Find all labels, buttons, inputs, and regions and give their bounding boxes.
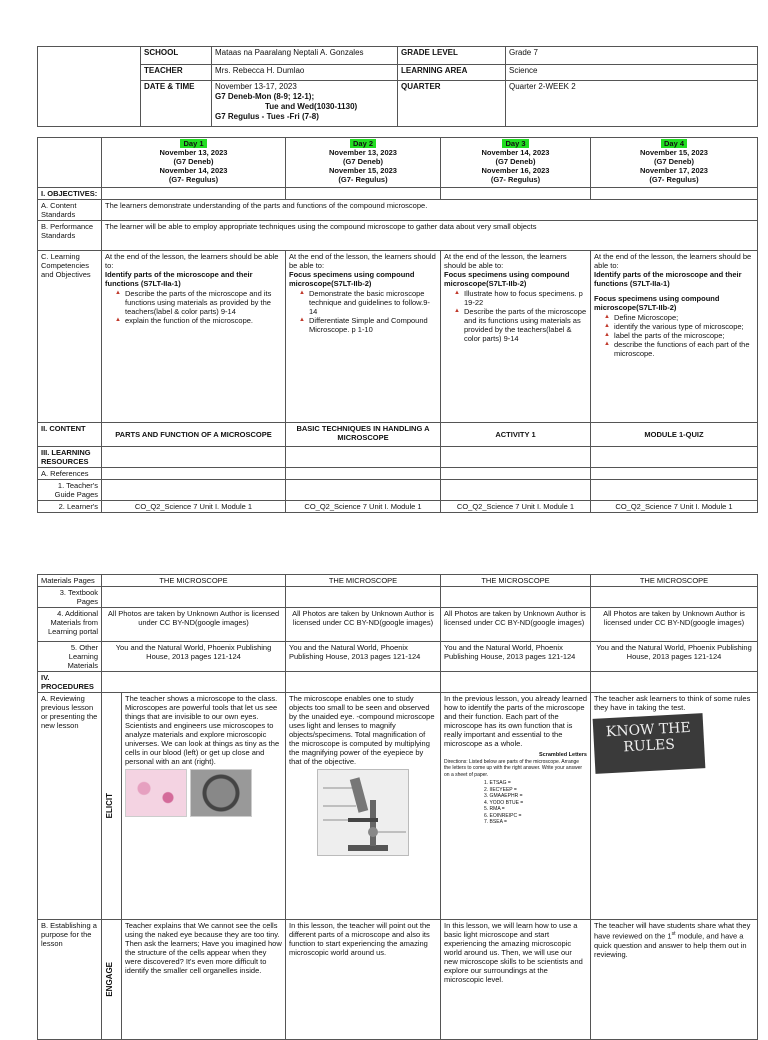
blank [591,587,758,608]
day3-date1: November 14, 2023 [481,148,550,157]
header-table [37,46,758,127]
learners-label: 2. Learner's [38,501,102,513]
blank [286,468,441,480]
blank [102,587,286,608]
teacher-value: Mrs. Rebecca H. Dumlao [212,65,398,81]
school-label: SCHOOL [141,47,212,65]
scrambled-item: 6. EOINREIPC = [484,812,522,819]
day3-header [441,138,591,188]
blank [102,188,286,200]
day1-sec1: (G7 Deneb) [173,157,214,166]
cell-images [125,769,282,817]
day3-sec2: (G7- Regulus) [490,175,541,184]
lc3-intro: At the end of the lesson, the learners should be able to: [444,252,567,270]
other-day3: You and the Natural World, Phoenix Publishing House, 2013 pages 121-124 [441,642,591,672]
lc1-objective: Identify parts of the microscope and their functions (S7LT-IIa-1) [105,270,253,288]
purpose-day1: Teacher explains that We cannot see the cells using the naked eye because they are too tiny. Then ask the learners; Have you imagined how the structure of the cells appear when they were discovered? It's even more difficult to identify the smaller cell organelles inside. [122,920,286,1040]
engage-cell [102,920,122,1040]
area-label: LEARNING AREA [398,65,506,81]
day4-date1: November 15, 2023 [640,148,708,157]
lc2-bullet: ▲ Differentiate Simple and Compound Microscope. p 1-10 [299,316,437,334]
purpose-day4 [591,920,758,1040]
lc4-bullet: ▲ describe the functions of each part of the microscope. [604,340,754,358]
day2-sec2: (G7- Regulus) [338,175,388,184]
teacher-label: TEACHER [141,65,212,81]
quarter-value: Quarter 2-WEEK 2 [506,81,758,127]
elicit-label: ELICIT [105,793,114,819]
reviewing-label: A. Reviewing previous lesson or presenting the new lesson [38,693,102,920]
content-standards-label: A. Content Standards [38,200,102,221]
materials-day4: THE MICROSCOPE [591,575,758,587]
other-day1: You and the Natural World, Phoenix Publishing House, 2013 pages 121-124 [102,642,286,672]
day1-sec2: (G7- Regulus) [168,175,219,184]
additional-day3: All Photos are taken by Unknown Author is licensed under CC BY-ND(google images) [441,608,591,642]
learners-day4: CO_Q2_Science 7 Unit I. Module 1 [591,501,758,513]
competencies-day2 [286,251,441,423]
scrambled-item: 7. BSEA = [484,819,507,825]
materials-day2: THE MICROSCOPE [286,575,441,587]
blank [286,480,441,501]
learners-day1: CO_Q2_Science 7 Unit I. Module 1 [102,501,286,513]
know-the-rules-image: KNOW THE RULES [593,713,706,774]
learners-day3: CO_Q2_Science 7 Unit I. Module 1 [441,501,591,513]
materials-day1: THE MICROSCOPE [102,575,286,587]
day3-sec1: (G7 Deneb) [495,157,536,166]
scrambled-item: 5. RMA = [484,806,505,812]
reviewing-day4 [591,693,758,920]
day2-sec1: (G7 Deneb) [342,157,383,166]
blank [441,672,591,693]
microscope-image [317,769,409,856]
date-label: DATE & TIME [141,81,212,127]
day4-header [591,138,758,188]
competencies-day3 [441,251,591,423]
reviewing-day2 [286,693,441,920]
other-materials-label: 5. Other Learning Materials [38,642,102,672]
performance-standards-label: B. Performance Standards [38,221,102,251]
reviewing-day4-text: The teacher ask learners to think of some rules they have in taking the test. [594,694,751,712]
blank [441,468,591,480]
performance-standards: The learner will be able to employ appropriate techniques using the compound microscope to gather data about very small objects [102,221,758,251]
day3-label: Day 3 [502,139,528,148]
school-value: Mataas na Paaralang Neptali A. Gonzales [212,47,398,65]
grade-label: GRADE LEVEL [398,47,506,65]
lc3-bullet: ▲ Describe the parts of the microscope and its functions using materials as provided by the teachers(label & color parts) 9-14 [454,307,587,343]
reviewing-day3-text: In the previous lesson, you already learned how to identify the parts of the microscope and their function. Each part of the microscope has its own function that is really important and essential to the microscope as a whole. [444,694,588,748]
content-day3: ACTIVITY 1 [441,423,591,447]
day2-header [286,138,441,188]
day4-label: Day 4 [661,139,687,148]
lc3-objective: Focus specimens using compound microscope(S7LT-IIb-2) [444,270,570,288]
blank [102,672,286,693]
competencies-day1 [102,251,286,423]
blank [102,480,286,501]
day1-label: Day 1 [180,139,206,148]
other-day4: You and the Natural World, Phoenix Publishing House, 2013 pages 121-124 [591,642,758,672]
lc2-objective: Focus specimens using compound microscope(S7LT-IIb-2) [289,270,415,288]
scrambled-item: 4. YODO BTUE = [484,799,524,806]
date-line-3: Tue and Wed(1030-1130) [265,102,358,111]
area-value: Science [506,65,758,81]
day2-label: Day 2 [350,139,376,148]
reviewing-day2-text: The microscope enables one to study objects too small to be seen and observed by the unaided eye. -compound microscope uses light and lenses to magnify objects/specimens. Total magnification of the microscope is computed by multiplying the magnifying power of the eyepiece by that of the objective. [289,694,435,766]
blank [102,468,286,480]
elicit-cell [102,693,122,920]
lc2-intro: At the end of the lesson, the learners should be able to: [289,252,436,270]
lc4-bullet: ▲ label the parts of the microscope; [604,331,754,340]
scrambled-title: Scrambled Letters [539,752,587,758]
lc1-intro: At the end of the lesson, the learners should be able to: [105,252,279,270]
competencies-day4 [591,251,758,423]
engage-label: ENGAGE [105,962,114,997]
blood-cells-image [125,769,187,817]
day1-header [102,138,286,188]
ant-image [190,769,252,817]
purpose-label: B. Establishing a purpose for the lesson [38,920,102,1040]
other-day2: You and the Natural World, Phoenix Publishing House, 2013 pages 121-124 [286,642,441,672]
content-standards: The learners demonstrate understanding of the parts and functions of the compound microscope. [102,200,758,221]
purpose-day3: In this lesson, we will learn how to use a basic light microscope and start experiencing the amazing microscopic world around us. Then, we will use our new microscope skills to be scientists and explore our surroundings at the microscopic level. [441,920,591,1040]
lc1-bullet: ▲ Describe the parts of the microscope and its functions using materials as provided by the teachers(label & color parts) 9-14 [115,289,282,316]
additional-day1: All Photos are taken by Unknown Author is licensed under CC BY-ND(google images) [102,608,286,642]
blank [591,188,758,200]
lc4-bullet: ▲ identify the various type of microscope; [604,322,754,331]
scrambled-directions: Directions: Listed below are parts of the microscope. Arrange the letters to come up with the right answer. Write your answer on a sheet of paper. [444,758,583,778]
date-line-2: G7 Deneb-Mon (8-9; 12-1); [215,92,315,101]
day4-sec1: (G7 Deneb) [653,157,694,166]
blank [286,447,441,468]
additional-day2: All Photos are taken by Unknown Author is licensed under CC BY-ND(google images) [286,608,441,642]
reviewing-day1 [122,693,286,920]
day1-date2: November 14, 2023 [159,166,228,175]
purpose-day4-text-a: The teacher will have students share what they have reviewed on the 1 [594,921,751,941]
microscope-icon [318,770,408,855]
lc4-objective1: Identify parts of the microscope and their functions (S7LT-IIa-1) [594,270,742,288]
blank [591,480,758,501]
learners-day2: CO_Q2_Science 7 Unit I. Module 1 [286,501,441,513]
blank [441,480,591,501]
competencies-label: C. Learning Competencies and Objectives [38,251,102,423]
scrambled-item: 2. IIECYEEP = [484,786,517,793]
teachers-guide-label: 1. Teacher's Guide Pages [38,480,102,501]
blank [441,188,591,200]
grade-value: Grade 7 [506,47,758,65]
blank [591,447,758,468]
additional-day4: All Photos are taken by Unknown Author is licensed under CC BY-ND(google images) [591,608,758,642]
scrambled-item: 1. ETSAG = [484,780,511,786]
day3-date2: November 16, 2023 [481,166,550,175]
reviewing-day1-text: The teacher shows a microscope to the class. Microscopes are powerful tools that let us see things that are invisible to our own eyes. Scientists and engineers use microscopes to analyze materials and explore microscopic universes. We can look at things as tiny as the cells in our blood (left) or get up close and personal with an ant (right). [125,694,280,766]
lc1-bullet: ▲ explain the function of the microscope. [115,316,282,325]
content-label: II. CONTENT [38,423,102,447]
additional-materials-label: 4. Additional Materials from Learning portal [38,608,102,642]
blank [591,468,758,480]
scrambled-item: 3. GMAAEPHR = [484,793,523,799]
day4-sec2: (G7- Regulus) [649,175,699,184]
quarter-label: QUARTER [398,81,506,127]
materials-pages-label: Materials Pages [38,575,102,587]
purpose-day2: In this lesson, the teacher will point out the different parts of a microscope and also its function to start experiencing the amazing microscopic world around us. [286,920,441,1040]
day2-date1: November 13, 2023 [329,148,397,157]
date-value [212,81,398,127]
day1-date1: November 13, 2023 [159,148,228,157]
content-day4: MODULE 1-QUIZ [591,423,758,447]
references-label: A. References [38,468,102,480]
blank [591,672,758,693]
plan-table-page1 [37,137,758,513]
blank [441,587,591,608]
content-day2: BASIC TECHNIQUES IN HANDLING A MICROSCOPE [286,423,441,447]
day-header-blank [38,138,102,188]
reviewing-day3 [441,693,591,920]
resources-label: III. LEARNING RESOURCES [38,447,102,468]
lc4-intro: At the end of the lesson, the learners should be able to: [594,252,752,270]
textbook-label: 3. Textbook Pages [38,587,102,608]
purpose-day4-text-b: module, and have a quick question and answer to help them out in reviewing. [594,931,747,959]
lc4-objective2: Focus specimens using compound microscope(S7LT-IIb-2) [594,294,720,312]
date-line-1: November 13-17, 2023 [215,82,297,91]
blank [286,188,441,200]
objectives-label: I. OBJECTIVES: [38,188,102,200]
blank [286,587,441,608]
day2-date2: November 15, 2023 [329,166,397,175]
lc3-bullet: ▲ Illustrate how to focus specimens. p 19-22 [454,289,587,307]
purpose-day4-sup: st [671,931,676,937]
header-blank [38,47,141,127]
materials-day3: THE MICROSCOPE [441,575,591,587]
blank [286,672,441,693]
date-line-4: G7 Regulus - Tues -Fri (7-8) [215,112,319,121]
blank [441,447,591,468]
scrambled-letters [444,752,587,826]
plan-table-page2 [37,574,758,1040]
procedures-label: IV. PROCEDURES [38,672,102,693]
content-day1: PARTS AND FUNCTION OF A MICROSCOPE [102,423,286,447]
blank [102,447,286,468]
lc4-bullet: ▲ Define Microscope; [604,313,754,322]
day4-date2: November 17, 2023 [640,166,708,175]
lc2-bullet: ▲ Demonstrate the basic microscope technique and guidelines to follow.9-14 [299,289,437,316]
